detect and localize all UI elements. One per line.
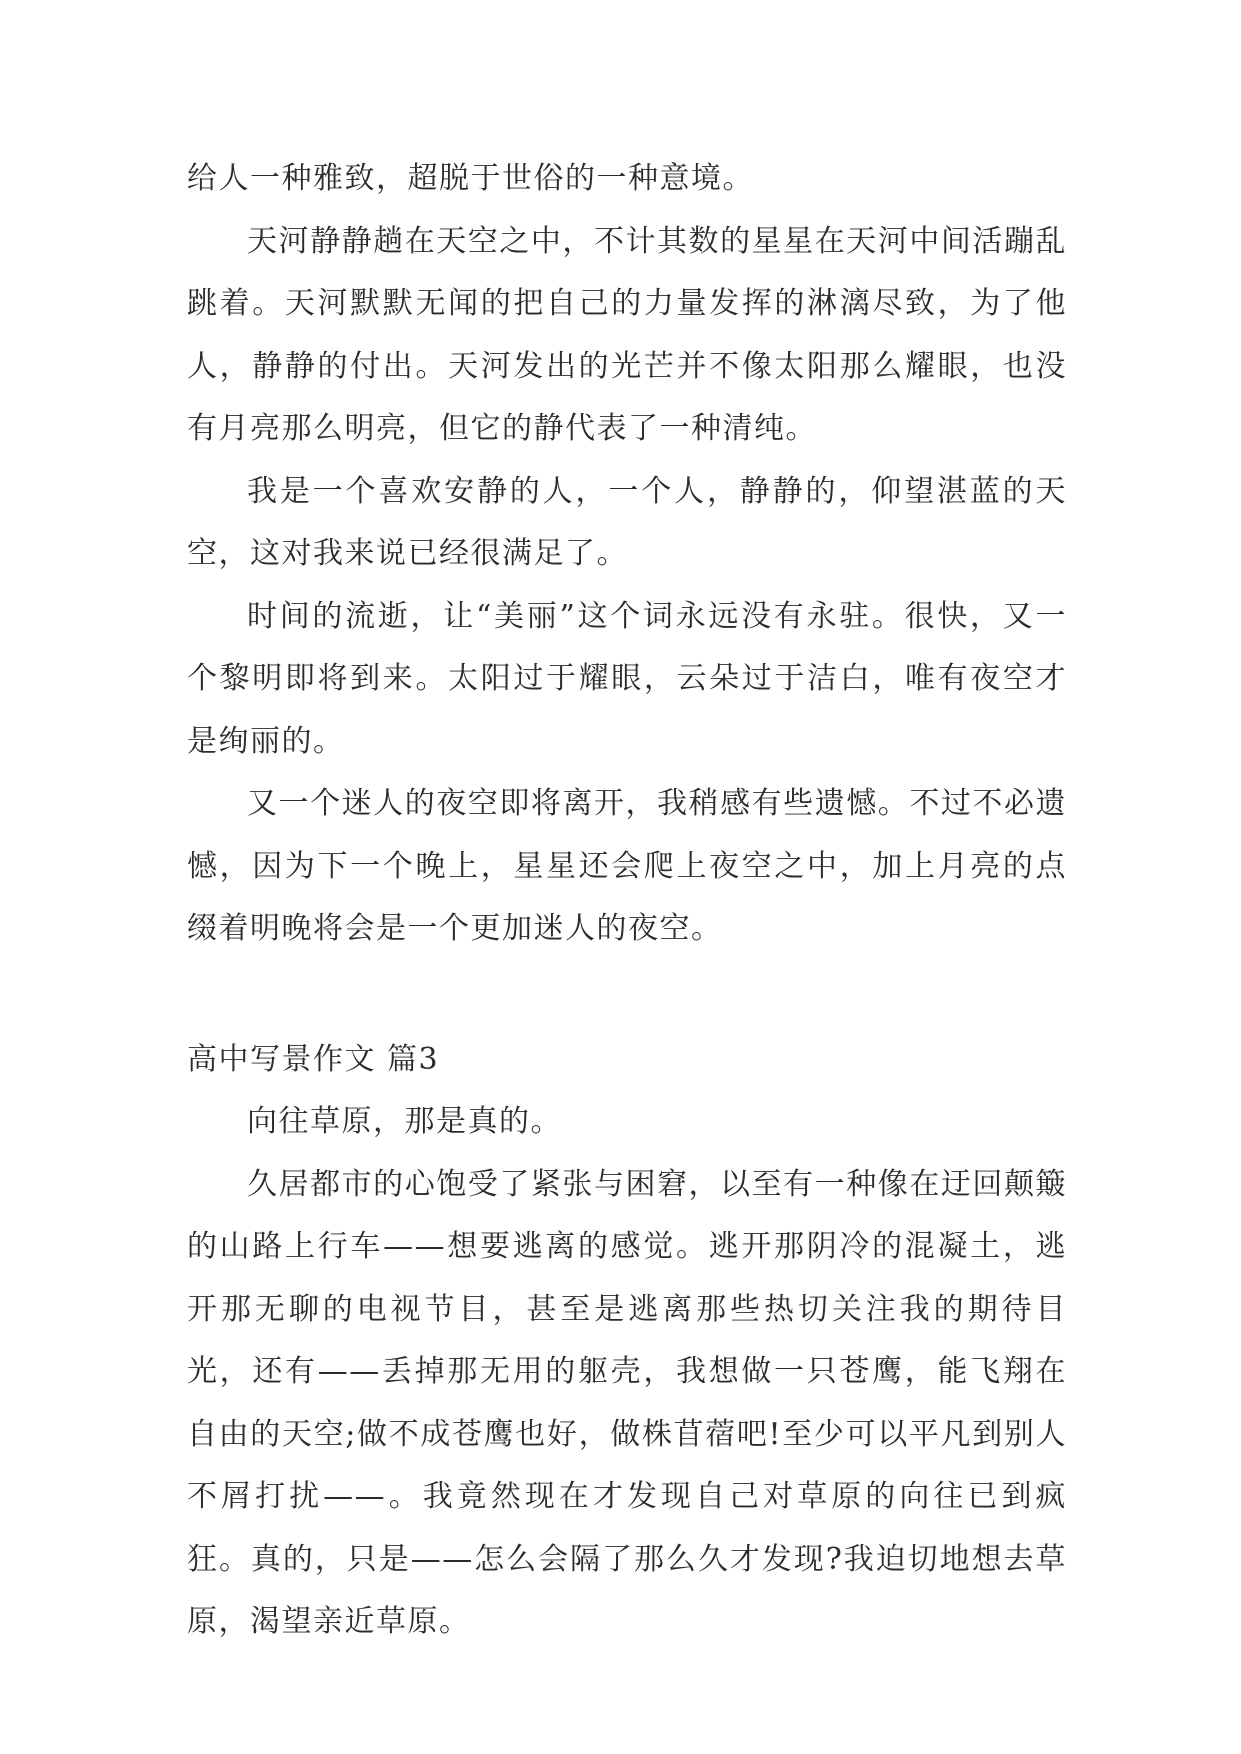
section-heading: 高中写景作文 篇3 bbox=[187, 1041, 440, 1077]
paragraph-longing-grassland: 向往草原，那是真的。 bbox=[247, 1104, 562, 1139]
paragraph-continuation: 给人一种雅致，超脱于世俗的一种意境。 bbox=[187, 161, 754, 196]
document-body bbox=[187, 148, 1067, 1654]
paragraph-city-escape: 久居都市的心饱受了紧张与困窘，以至有一种像在迂回颠簸的山路上行车——想要逃离的感觉。逃开那阴冷的混凝土，逃开那无聊的电视节目，甚至是逃离那些热切关注我的期待目光，还有——丢掉那无用的躯壳，我想做一只苍鹰，能飞翔在自由的天空;做不成苍鹰也好，做株苜蓿吧!至少可以平凡到别人不屑打扰——。我竟然现在才发现自己对草原的向往已到疯狂。真的，只是——怎么会隔了那么久才发现?我迫切地想去草原，渴望亲近草原。 bbox=[187, 1166, 1067, 1639]
paragraph-milky-way: 天河静静趟在天空之中，不计其数的星星在天河中间活蹦乱跳着。天河默默无闻的把自己的力量发挥的淋漓尽致，为了他人，静静的付出。天河发出的光芒并不像太阳那么耀眼，也没有月亮那么明亮，但它的静代表了一种清纯。 bbox=[187, 223, 1067, 446]
paragraph-night-sky-leaving: 又一个迷人的夜空即将离开，我稍感有些遗憾。不过不必遗憾，因为下一个晚上，星星还会爬上夜空之中，加上月亮的点缀着明晚将会是一个更加迷人的夜空。 bbox=[187, 786, 1067, 946]
paragraph-quiet-person: 我是一个喜欢安静的人，一个人，静静的，仰望湛蓝的天空，这对我来说已经很满足了。 bbox=[187, 473, 1067, 571]
paragraph-time-passing: 时间的流逝，让“美丽”这个词永远没有永驻。很快，又一个黎明即将到来。太阳过于耀眼，云朵过于洁白，唯有夜空才是绚丽的。 bbox=[187, 598, 1067, 759]
